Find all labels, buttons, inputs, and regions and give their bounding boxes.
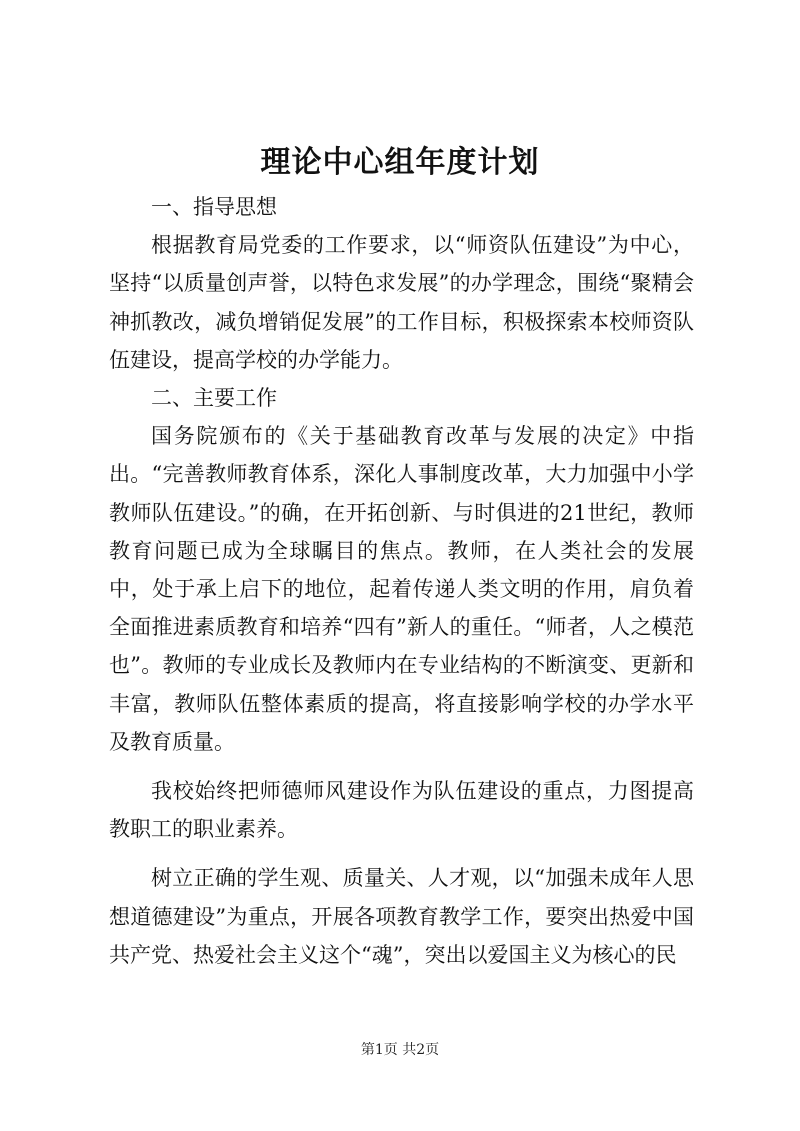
section-heading-guiding-thought: 一、指导思想 [151, 195, 277, 219]
document-body [109, 188, 694, 974]
paragraph: 树立正确的学生观、质量关、人才观，以“加强未成年人思想道德建设”为重点，开展各项教育教学工作，要突出热爱中国共产党、热爱社会主义这个“魂”，突出以爱国主义为核心的民 [109, 866, 694, 967]
section-heading-main-work: 二、主要工作 [151, 386, 277, 411]
page-number: 第1页 共2页 [360, 1042, 440, 1058]
paragraph: 国务院颁布的《关于基础教育改革与发展的决定》中指出。“完善教师教育体系，深化人事制度改革，大力加强中小学教师队伍建设。”的确，在开拓创新、与时俱进的21世纪，教师教育问题已成为全球瞩目的焦点。教师，在人类社会的发展中，处于承上启下的地位，起着传递人类文明的作用，肩负着全面推进素质教育和培养“四有”新人的重任。“师者，人之模范也”。教师的专业成长及教师内在专业结构的不断演变、更新和丰富，教师队伍整体素质的提高，将直接影响学校的办学水平及教育质量。 [109, 424, 694, 754]
paragraph: 我校始终把师德师风建设作为队伍建设的重点，力图提高教职工的职业素养。 [109, 779, 694, 842]
document-title: 理论中心组年度计划 [260, 145, 540, 180]
paragraph: 根据教育局党委的工作要求，以“师资队伍建设”为中心，坚持“以质量创声誉，以特色求发展”的办学理念，围绕“聚精会神抓教改，减负增销促发展”的工作目标，积极探索本校师资队伍建设，提高学校的办学能力。 [109, 233, 694, 372]
